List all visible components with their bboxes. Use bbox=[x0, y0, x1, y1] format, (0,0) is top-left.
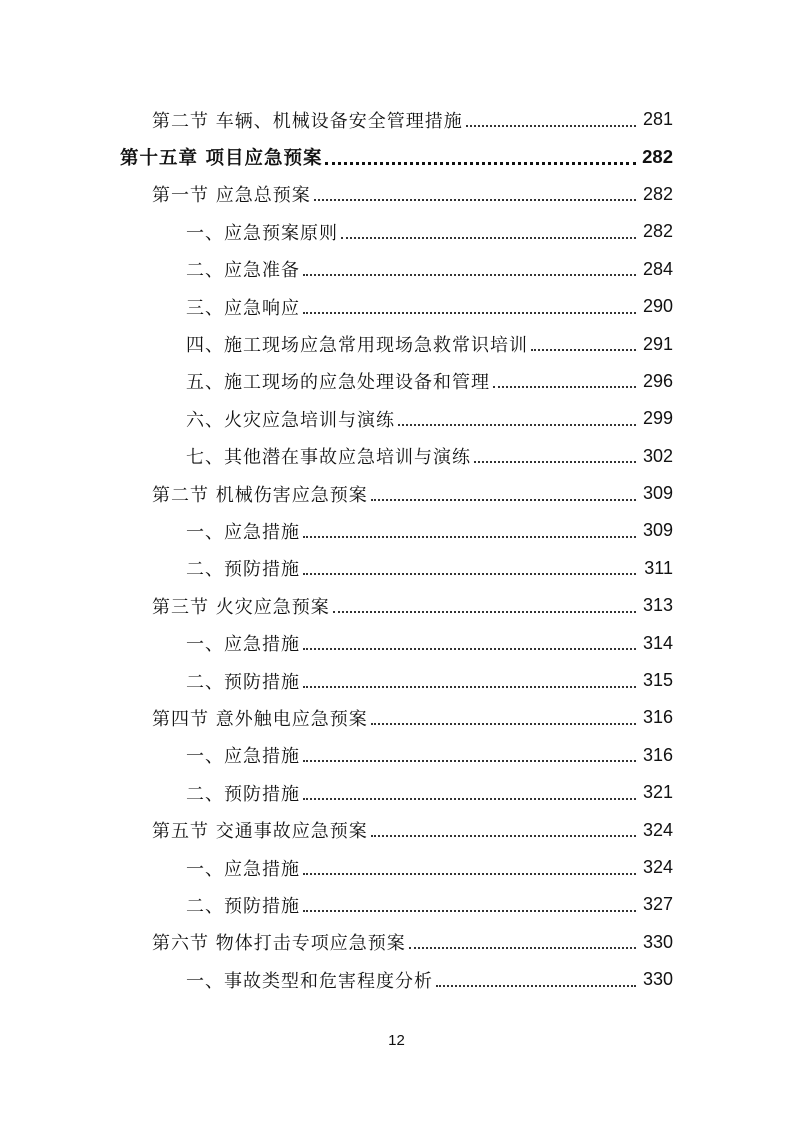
toc-entry-page: 291 bbox=[642, 333, 673, 354]
toc-dot-leader bbox=[303, 573, 636, 575]
toc-entry-page: 281 bbox=[642, 109, 673, 130]
toc-dot-leader bbox=[314, 199, 636, 201]
toc-dot-leader bbox=[371, 835, 636, 837]
toc-dot-leader bbox=[436, 985, 636, 987]
toc-entry-page: 324 bbox=[642, 857, 673, 877]
toc-entry-title: 一、应急预案原则 bbox=[186, 222, 338, 244]
toc-subsection-entry[interactable] bbox=[0, 438, 793, 475]
toc-dot-leader bbox=[398, 424, 636, 426]
toc-entry-title: 一、事故类型和危害程度分析 bbox=[186, 970, 433, 992]
toc-section-entry[interactable] bbox=[0, 475, 793, 512]
toc-dot-leader bbox=[493, 386, 636, 388]
toc-entry-title: 第二节 车辆、机械设备安全管理措施 bbox=[152, 110, 463, 132]
toc-dot-leader bbox=[303, 536, 636, 538]
toc-entry-title: 第五节 交通事故应急预案 bbox=[152, 821, 368, 843]
toc-entry-title: 第一节 应急总预案 bbox=[152, 185, 311, 207]
toc-entry-page: 290 bbox=[642, 296, 673, 317]
toc-subsection-entry[interactable] bbox=[0, 213, 793, 250]
toc-dot-leader bbox=[474, 461, 636, 463]
toc-entry-title: 第二节 机械伤害应急预案 bbox=[152, 484, 368, 506]
toc-subsection-entry[interactable] bbox=[0, 288, 793, 325]
toc-entry-title: 二、预防措施 bbox=[186, 783, 300, 805]
toc-entry-page: 321 bbox=[642, 782, 673, 803]
toc-dot-leader bbox=[341, 237, 636, 239]
toc-entry-title: 第三节 火灾应急预案 bbox=[152, 596, 330, 618]
toc-entry-page: 282 bbox=[642, 146, 673, 168]
toc-entry-title: 四、施工现场应急常用现场急救常识培训 bbox=[186, 335, 528, 357]
toc-dot-leader bbox=[303, 798, 636, 800]
toc-dot-leader bbox=[466, 125, 636, 127]
toc-dot-leader bbox=[303, 648, 636, 650]
toc-entry-page: 314 bbox=[642, 632, 673, 653]
toc-dot-leader bbox=[371, 723, 636, 725]
toc-section-entry[interactable] bbox=[0, 101, 793, 138]
toc-entry-title: 七、其他潜在事故应急培训与演练 bbox=[186, 447, 471, 469]
toc-subsection-entry[interactable] bbox=[0, 325, 793, 362]
toc-entry-title: 第十五章 项目应急预案 bbox=[120, 148, 323, 170]
toc-subsection-entry[interactable] bbox=[0, 363, 793, 400]
toc-dot-leader bbox=[303, 274, 636, 276]
toc-entry-title: 二、预防措施 bbox=[186, 671, 300, 693]
toc-dot-leader bbox=[303, 760, 636, 762]
toc-entry-page: 324 bbox=[642, 819, 673, 840]
toc-subsection-entry[interactable] bbox=[0, 400, 793, 437]
toc-entry-title: 五、施工现场的应急处理设备和管理 bbox=[186, 372, 490, 394]
toc-dot-leader bbox=[371, 499, 636, 501]
toc-entry-page: 313 bbox=[642, 595, 673, 616]
toc-entry-title: 二、预防措施 bbox=[186, 895, 300, 917]
toc-entry-page: 284 bbox=[642, 258, 673, 279]
toc-section-entry[interactable] bbox=[0, 699, 793, 736]
toc-subsection-entry[interactable] bbox=[0, 774, 793, 811]
toc-entry-page: 315 bbox=[642, 670, 673, 691]
toc-section-entry[interactable] bbox=[0, 587, 793, 624]
toc-entry-page: 282 bbox=[642, 183, 673, 204]
toc-entry-page: 309 bbox=[642, 520, 673, 541]
toc-dot-leader bbox=[409, 947, 636, 949]
toc-entry-page: 316 bbox=[642, 744, 673, 765]
toc-subsection-entry[interactable] bbox=[0, 624, 793, 661]
toc-entry-page: 302 bbox=[642, 445, 673, 466]
toc-entry-title: 一、应急措施 bbox=[186, 521, 300, 543]
toc-entry-page: 282 bbox=[642, 221, 673, 242]
toc-entry-page: 316 bbox=[642, 707, 673, 728]
toc-subsection-entry[interactable] bbox=[0, 512, 793, 549]
toc-entry-page: 330 bbox=[642, 969, 673, 990]
toc-section-entry[interactable] bbox=[0, 924, 793, 961]
toc-subsection-entry[interactable] bbox=[0, 251, 793, 288]
toc-section-entry[interactable] bbox=[0, 176, 793, 213]
toc-subsection-entry[interactable] bbox=[0, 737, 793, 774]
toc-dot-leader bbox=[303, 873, 636, 875]
toc-section-entry[interactable] bbox=[0, 811, 793, 848]
toc-entry-title: 二、预防措施 bbox=[186, 559, 300, 581]
toc-entry-title: 一、应急措施 bbox=[186, 634, 300, 656]
toc-subsection-entry[interactable] bbox=[0, 886, 793, 923]
toc-subsection-entry[interactable] bbox=[0, 961, 793, 998]
toc-entry-title: 第四节 意外触电应急预案 bbox=[152, 708, 368, 730]
toc-dot-leader bbox=[333, 611, 636, 613]
toc-entry-page: 309 bbox=[642, 483, 673, 504]
toc-chapter-entry[interactable] bbox=[0, 138, 793, 175]
toc-entry-page: 296 bbox=[642, 370, 673, 391]
toc-entry-title: 一、应急措施 bbox=[186, 858, 300, 880]
toc-entry-page: 311 bbox=[644, 557, 673, 578]
toc-subsection-entry[interactable] bbox=[0, 550, 793, 587]
toc-entry-title: 六、火灾应急培训与演练 bbox=[186, 409, 395, 431]
toc-entry-title: 第六节 物体打击专项应急预案 bbox=[152, 933, 406, 955]
toc-subsection-entry[interactable] bbox=[0, 849, 793, 886]
toc-entry-title: 二、应急准备 bbox=[186, 260, 300, 282]
toc-dot-leader bbox=[325, 162, 636, 165]
toc-entry-title: 一、应急措施 bbox=[186, 746, 300, 768]
toc-dot-leader bbox=[303, 910, 636, 912]
toc-entry-title: 三、应急响应 bbox=[186, 297, 300, 319]
toc-entry-page: 327 bbox=[642, 894, 673, 915]
toc-subsection-entry[interactable] bbox=[0, 662, 793, 699]
toc-entry-page: 299 bbox=[642, 408, 673, 429]
toc-entry-page: 330 bbox=[642, 931, 673, 952]
table-of-contents bbox=[0, 101, 793, 998]
page-number: 12 bbox=[388, 1032, 405, 1049]
toc-dot-leader bbox=[303, 686, 636, 688]
toc-dot-leader bbox=[303, 312, 636, 314]
toc-dot-leader bbox=[531, 349, 636, 351]
